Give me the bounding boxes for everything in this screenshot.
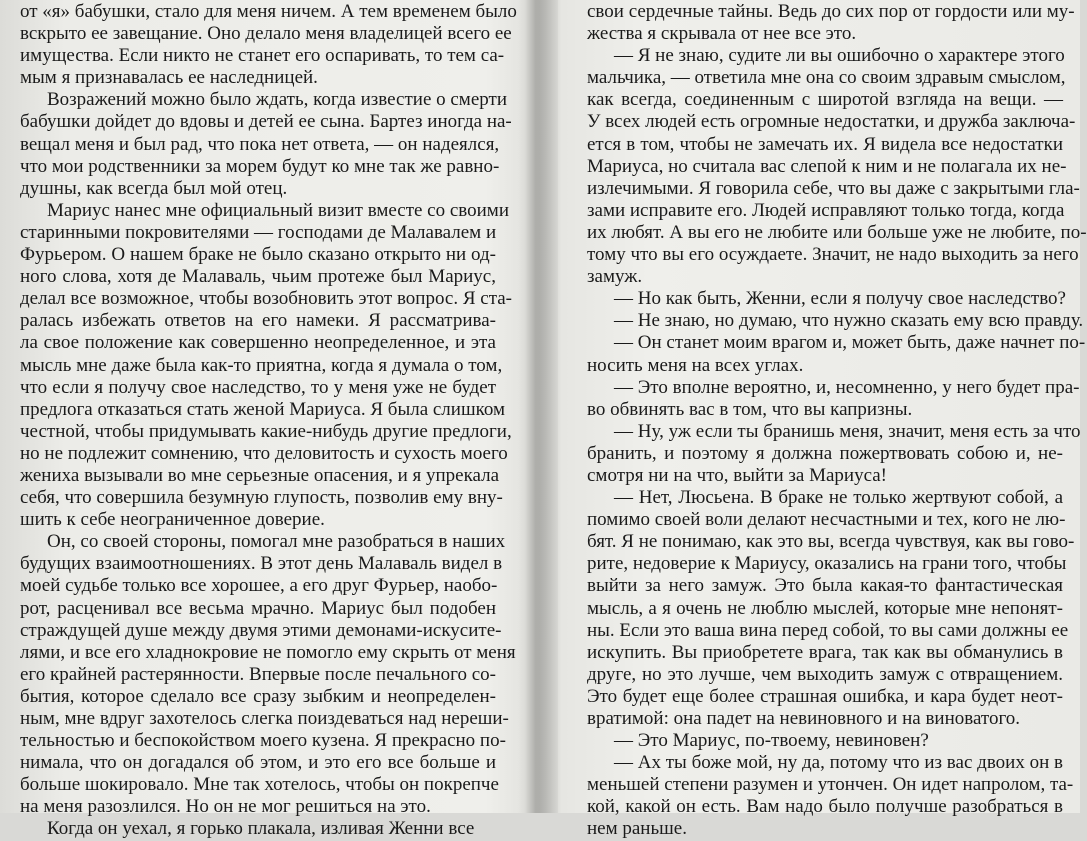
right-page-line: ется в том, чтобы не замечать их. Я видела все недостатки <box>587 133 1063 155</box>
left-page-line: страждущей душе между двумя этими демонами-искусите- <box>20 619 502 641</box>
left-page-line: Он, со своей стороны, помогал мне разобраться в наших <box>47 531 506 553</box>
left-page-line: Возражений можно было ждать, когда известие о смерти <box>47 89 507 111</box>
right-page-line: ны. Если это ваша вина перед собой, то вы сами должны ее <box>587 619 1069 641</box>
left-page-line: ралась избежать ответов на его намеки. Я рассматрива- <box>20 310 496 332</box>
left-page-line: моей судьбе только все хорошее, а его друг Фурьер, наобо- <box>20 575 498 597</box>
left-page-line: делал все возможное, чтобы возобновить этот вопрос. Я ста- <box>20 288 513 310</box>
right-page-line: рите, недоверие к Мариусу, оказались на грани того, чтобы <box>587 553 1067 575</box>
left-page-line: нимала, что он догадался об этом, и это его все больше и <box>20 752 496 774</box>
left-page-line: что если я получу свое наследство, то у меня уже не будет <box>20 376 496 398</box>
left-page-line: бытия, которое сделало все сразу зыбким и неопределен- <box>20 685 496 707</box>
left-page-line: душны, как всегда был мой отец. <box>20 177 288 199</box>
left-page-line: ным, мне вдруг захотелось слегка поиздеваться над нереши- <box>20 708 509 729</box>
left-page-line: бабушки дойдет до вдовы и детей ее сына. Бартез иногда на- <box>20 111 512 133</box>
left-page-line: Мариус нанес мне официальный визит вместе со своими <box>47 199 510 221</box>
right-page-line: носить меня на всех углах. <box>587 354 804 376</box>
right-page-line: — Нет, Люсьена. В браке не только жертвуют собой, а <box>614 487 1063 509</box>
right-page-line: тому что вы его осуждаете. Значит, не надо выходить за него <box>587 244 1079 266</box>
right-page-line: — Ах ты боже мой, ну да, потому что из вас двоих он в <box>614 752 1063 774</box>
left-page-line: честной, чтобы придумывать какие-нибудь другие предлоги, <box>20 420 512 442</box>
left-page-line: себя, что совершила безумную глупость, позволив ему вну- <box>20 487 503 509</box>
right-page-line: — Это вполне вероятно, и, несомненно, у него будет пра- <box>614 376 1080 398</box>
right-page-line: бят. Я не понимаю, как это вы, всегда чувствуя, как вы гово- <box>587 531 1075 553</box>
right-page-line: зами исправите его. Людей исправляют только тогда, когда <box>587 199 1065 221</box>
left-page-text <box>20 1 517 841</box>
right-page-line: их любят. А вы его не любите или больше уже не любите, по- <box>587 221 1087 243</box>
right-page-line: — Я не знаю, судите ли вы ошибочно о характере этого <box>614 45 1065 67</box>
right-page-line: — Но как быть, Женни, если я получу свое наследство? <box>614 288 1066 310</box>
right-page-line: помимо своей воли делают несчастными и тех, кого не лю- <box>587 509 1066 531</box>
left-page-line: предлога отказаться стать женой Мариуса. Я была слишком <box>20 398 506 420</box>
right-page-line: нем раньше. <box>587 818 687 840</box>
left-page <box>0 0 535 840</box>
left-page-line: от «я» бабушки, стало для меня ничем. А тем временем было <box>20 1 517 22</box>
left-page-line: но не подлежит сомнению, что деловитость и сухость моего <box>20 442 508 464</box>
left-page-line: Когда он уехал, я горько плакала, изливая Женни все <box>47 818 475 840</box>
right-page-line: мысль, а я очень не люблю мыслей, которые мне непонят- <box>587 597 1063 619</box>
left-page-line: шить к себе неограниченное доверие. <box>20 509 325 531</box>
right-page-line: выйти за него замуж. Это была какая-то фантастическая <box>587 575 1063 597</box>
right-page-line: У всех людей есть огромные недостатки, и дружба заключа- <box>587 111 1076 133</box>
left-page-line: лями, и все его хладнокровие не помогло ему скрыть от меня <box>20 641 516 663</box>
left-page-line: рот, расценивал все весьма мрачно. Мариус был подобен <box>20 597 496 619</box>
right-page-line: меньшей степени разумен и утончен. Он идет напролом, та- <box>587 774 1074 796</box>
left-page-line: что мои родственники за морем будут ко мне так же равно- <box>20 155 500 177</box>
right-page-line: вратимой: она падет на невиновного и на виноватого. <box>587 708 1021 729</box>
right-page-line: — Это Мариус, по-твоему, невиновен? <box>614 730 929 752</box>
right-page-line: друге, но это лучше, чем выходить замуж с отвращением. <box>587 663 1063 685</box>
left-page-line: старинными покровителями — господами де Малавалем и <box>20 221 497 243</box>
left-page-line: тельностью и беспокойством моего кузена. Я прекрасно по- <box>20 730 506 752</box>
right-page-line: кой, какой он есть. Вам надо было получше разобраться в <box>587 796 1063 818</box>
right-page-line: Мариуса, но считала вас слепой к ним и не полагала их не- <box>587 155 1067 177</box>
right-page-line: замуж. <box>587 266 643 288</box>
left-page-line: мым я признавалась ее наследницей. <box>20 67 318 89</box>
right-page-line: во обвинять вас в том, что вы капризны. <box>587 398 913 420</box>
right-page <box>545 0 1087 840</box>
right-page-line: мальчика, — ответила мне она со своим здравым смыслом, <box>587 67 1066 89</box>
right-page-line: излечимыми. Я говорила себе, что вы даже с закрытыми гла- <box>587 177 1080 199</box>
left-page-line: вскрыто ее завещание. Оно делало меня владелицей всего ее <box>20 23 512 45</box>
right-page-line: — Не знаю, но думаю, что нужно сказать ему всю правду. <box>614 310 1084 332</box>
left-page-line: мысль мне даже была как-то приятна, когда я думала о том, <box>20 354 503 376</box>
left-page-line: Фурьером. О нашем браке не было сказано открыто ни од- <box>20 244 496 266</box>
left-page-line: имущества. Если никто не станет его оспаривать, то тем са- <box>20 45 505 67</box>
left-page-line: вещал меня и был рад, что пока нет ответа, — он надеялся, <box>20 133 500 155</box>
right-page-line: искупить. Вы приобретете врага, так как вы обманулись в <box>587 641 1063 663</box>
right-page-line: жества я скрывала от нее все это. <box>587 23 857 45</box>
left-page-line: больше шокировало. Мне так хотелось, чтобы он покрепче <box>20 774 499 796</box>
right-page-line: бранить, и поэтому я должна пожертвовать собою и, не- <box>587 442 1063 464</box>
left-page-line: ла свое положение как совершенно неопределенное, и эта <box>20 332 496 354</box>
right-page-line: смотря ни на что, выйти за Мариуса! <box>587 464 888 486</box>
left-page-line: жениха вызывали во мне серьезные опасения, и я упрекала <box>20 464 500 486</box>
left-page-line: на меня разозлился. Но он не мог решиться на это. <box>20 796 431 818</box>
left-page-line: ного слова, хотя де Малаваль, чьим протеже был Мариус, <box>20 266 496 288</box>
left-page-line: его крайней растерянности. Впервые после печального со- <box>20 663 496 685</box>
right-page-line: — Ну, уж если ты бранишь меня, значит, меня есть за что <box>614 420 1081 442</box>
right-page-text <box>587 1 1087 841</box>
right-page-line: как всегда, соединенным с широтой взгляда на вещи. — <box>587 89 1063 111</box>
right-page-line: — Он станет моим врагом и, может быть, даже начнет по- <box>614 332 1086 354</box>
right-page-line: свои сердечные тайны. Ведь до сих пор от гордости или му- <box>587 1 1075 22</box>
right-page-line: Это будет еще более страшная ошибка, и кара будет неот- <box>587 685 1063 707</box>
left-page-line: будущих взаимоотношениях. В этот день Малаваль видел в <box>20 553 503 575</box>
